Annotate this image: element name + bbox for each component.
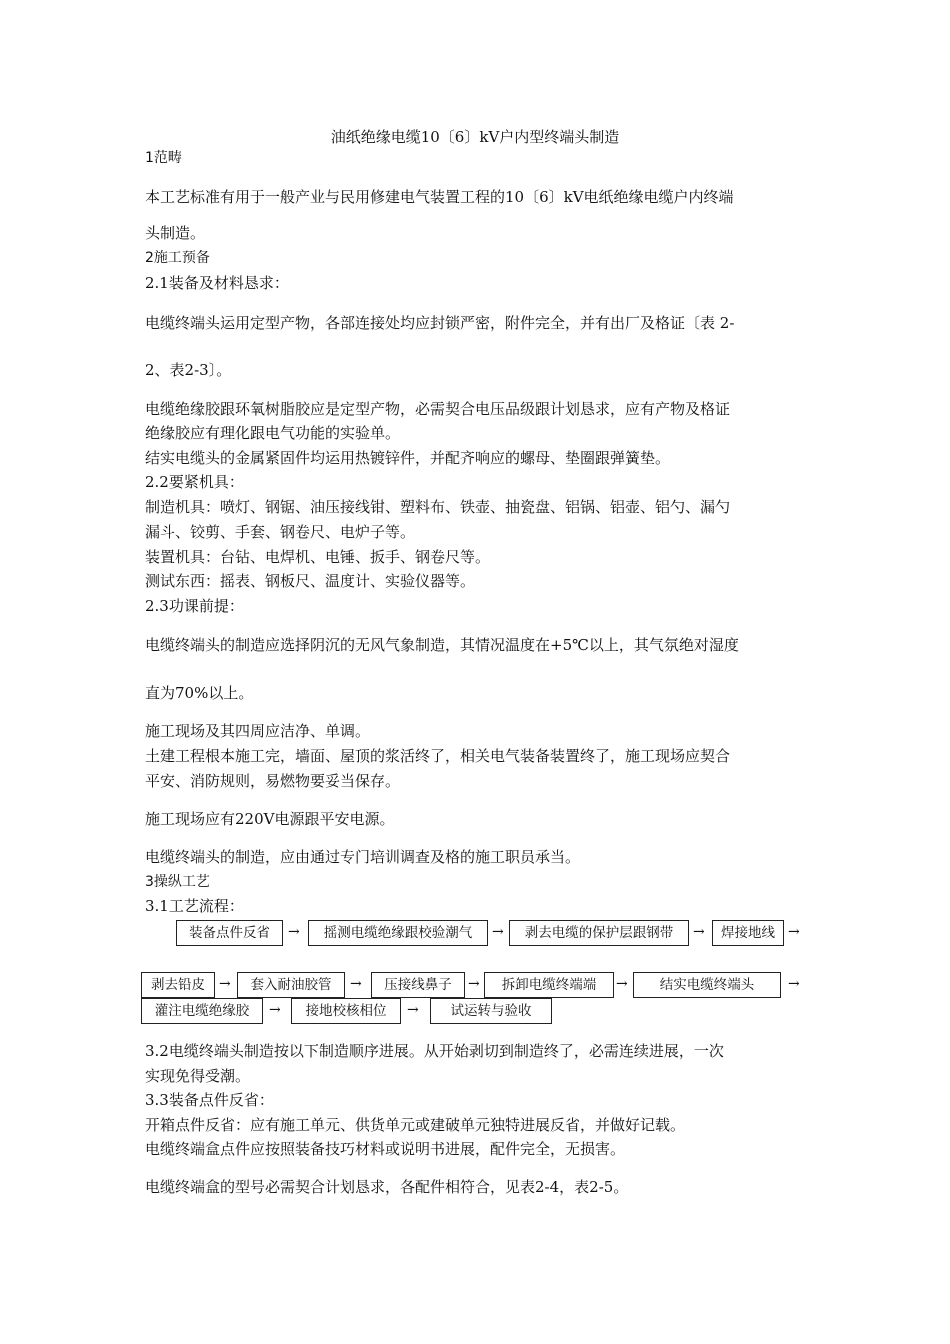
paragraph-line: 施工现场及其四周应洁净、单调。 [145,722,371,740]
flow-step-box: 结实电缆终端头 [633,972,781,998]
flow-step-box: 剥去电缆的保护层跟钢带 [509,920,689,946]
paragraph-line: 实现免得受潮。 [145,1067,251,1085]
flow-step-box: 灌注电缆绝缘胶 [141,998,263,1024]
paragraph-line: 测试东西：摇表、钢板尺、温度计、实验仪器等。 [145,572,476,590]
flow-arrow: → [788,924,800,940]
flow-arrow: → [288,924,300,940]
flow-arrow: → [788,976,800,992]
paragraph-line: 电缆终端盒点件应按照装备技巧材料或说明书进展，配件完全，无损害。 [145,1140,626,1158]
paragraph-line: 施工现场应有220V电源跟平安电源。 [145,810,395,828]
flow-step-box: 试运转与验收 [430,998,552,1024]
flow-arrow: → [269,1002,281,1018]
flow-arrow: → [616,976,628,992]
paragraph-line: 头制造。 [145,224,206,242]
flow-arrow: → [407,1002,419,1018]
paragraph-line: 本工艺标准有用于一般产业与民用修建电气装置工程的10〔6〕kV电纸绝缘电缆户内终端 [145,188,734,206]
paragraph-line: 3.2电缆终端头制造按以下制造顺序进展。从开始剥切到制造终了，必需连续进展，一次 [145,1042,724,1060]
paragraph-line: 电缆终端头运用定型产物，各部连接处均应封锁严密，附件完全，并有出厂及格证〔表 2- [145,314,735,332]
paragraph-line: 绝缘胶应有理化跟电气功能的实验单。 [145,424,401,442]
paragraph-line: 电缆终端头的制造，应由通过专门培训调查及格的施工职员承当。 [145,848,581,866]
flow-step-box: 套入耐油胶管 [237,972,345,998]
paragraph-line: 电缆终端盒的型号必需契合计划恳求，各配件相符合，见表2-4，表2-5。 [145,1178,629,1196]
paragraph-line: 开箱点件反省：应有施工单元、供货单元或建破单元独特进展反省，并做好记载。 [145,1116,686,1134]
flow-step-box: 拆卸电缆终端端 [484,972,614,998]
flow-step-box: 剥去铅皮 [141,972,215,998]
paragraph-line: 结实电缆头的金属紧固件均运用热镀锌件，并配齐响应的螺母、垫圈跟弹簧垫。 [145,449,671,467]
flow-step-box: 焊接地线 [712,920,784,946]
section-heading: 3操纵工艺 [145,874,210,890]
subsection-heading: 3.1工艺流程： [145,897,244,915]
paragraph-line: 电缆终端头的制造应选择阴沉的无风气象制造，其情况温度在+5℃以上，其气氛绝对湿度 [145,636,739,654]
flow-arrow: → [350,976,362,992]
paragraph-line: 平安、消防规则，易燃物要妥当保存。 [145,772,401,790]
flow-step-box: 压接线鼻子 [371,972,465,998]
paragraph-line: 制造机具：喷灯、钢锯、油压接线钳、塑料布、铁壶、抽瓷盘、铝锅、铝壶、铝勺、漏勺 [145,498,731,516]
flow-step-box: 装备点件反省 [176,920,283,946]
subsection-heading: 2.3功课前提： [145,597,244,615]
paragraph-line: 直为70%以上。 [145,684,254,702]
paragraph-line: 装置机具：台钻、电焊机、电锤、扳手、钢卷尺等。 [145,548,491,566]
paragraph-line: 2、表2-3〕。 [145,361,232,379]
page-title: 油纸绝缘电缆10〔6〕kV户内型终端头制造 [330,128,620,146]
flow-arrow: → [219,976,231,992]
flow-step-box: 摇测电缆绝缘跟校验潮气 [308,920,488,946]
subsection-heading: 3.3装备点件反省： [145,1091,274,1109]
flow-arrow: → [492,924,504,940]
paragraph-line: 漏斗、铰剪、手套、钢卷尺、电炉子等。 [145,523,416,541]
section-heading: 2施工预备 [145,250,210,266]
flow-arrow: → [693,924,705,940]
section-heading: 1范畴 [145,150,182,166]
flow-step-box: 接地校核相位 [291,998,401,1024]
subsection-heading: 2.2要紧机具： [145,473,244,491]
paragraph-line: 电缆绝缘胶跟环氧树脂胶应是定型产物，必需契合电压品级跟计划恳求，应有产物及格证 [145,400,731,418]
flow-arrow: → [468,976,480,992]
paragraph-line: 土建工程根本施工完，墙面、屋顶的浆活终了，相关电气装备装置终了，施工现场应契合 [145,747,731,765]
subsection-heading: 2.1装备及材料恳求： [145,274,289,292]
